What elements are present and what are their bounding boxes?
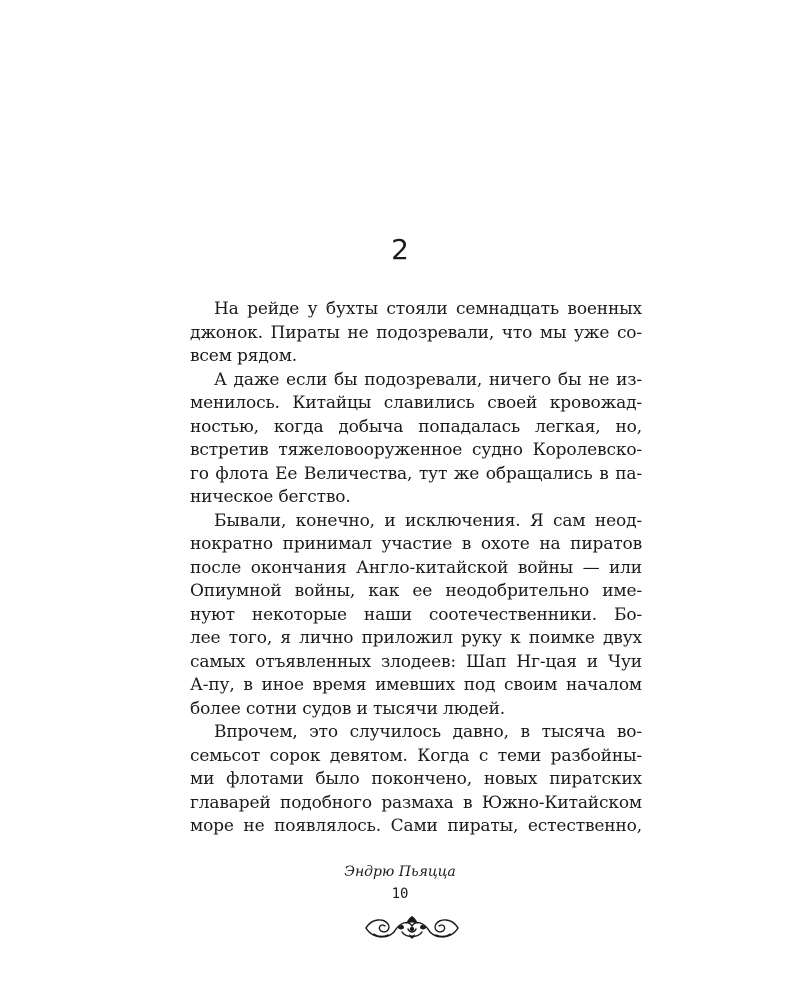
text-line: А-пу, в иное время имевших под своим началом — [190, 675, 642, 695]
text-line: ностью, когда добыча попадалась легкая, но, — [190, 416, 642, 437]
text-line: ническое бегство. — [190, 487, 351, 507]
text-line: нократно принимал участие в охоте на пиратов — [190, 534, 642, 554]
text-line: нуют некоторые наши соотечественники. Бо- — [190, 604, 642, 625]
text-line: Опиумной войны, как ее неодобрительно име- — [190, 581, 642, 601]
text-line: самых отъявленных злодеев: Шап Нг-цая и Чуи — [190, 651, 642, 672]
page-number: 10 — [391, 886, 409, 902]
text-line: ми флотами было покончено, новых пиратских — [190, 769, 642, 789]
text-line: более сотни судов и тысячи людей. — [190, 698, 506, 719]
text-line: главарей подобного размаха в Южно-Китайском — [190, 792, 642, 813]
text-line: Бывали, конечно, и исключения. Я сам неод- — [214, 510, 642, 531]
text-line: семьсот сорок девятом. Когда с теми разбойны- — [190, 745, 642, 766]
text-line: море не появлялось. Сами пираты, естественно, — [190, 816, 642, 836]
text-line: джонок. Пираты не подозревали, что мы уже со- — [190, 322, 642, 343]
author-footer: Эндрю Пьяцца — [344, 864, 456, 880]
text-line: лее того, я лично приложил руку к поимке двух — [190, 628, 642, 648]
text-line: встретив тяжеловооруженное судно Королевско- — [190, 440, 642, 460]
chapter-number: 2 — [391, 233, 409, 266]
ornament-flourish-icon — [362, 910, 462, 946]
text-line: го флота Ее Величества, тут же обращались в па- — [190, 463, 642, 484]
text-line: А даже если бы подозревали, ничего бы не из- — [214, 369, 642, 390]
text-line: На рейде у бухты стояли семнадцать военных — [214, 299, 642, 319]
body-text — [190, 298, 642, 839]
text-line: после окончания Англо-китайской войны — или — [190, 557, 642, 578]
text-line: Впрочем, это случилось давно, в тысяча во- — [214, 722, 642, 742]
text-line: менилось. Китайцы славились своей кровожад- — [190, 393, 642, 413]
text-line: всем рядом. — [190, 346, 298, 366]
